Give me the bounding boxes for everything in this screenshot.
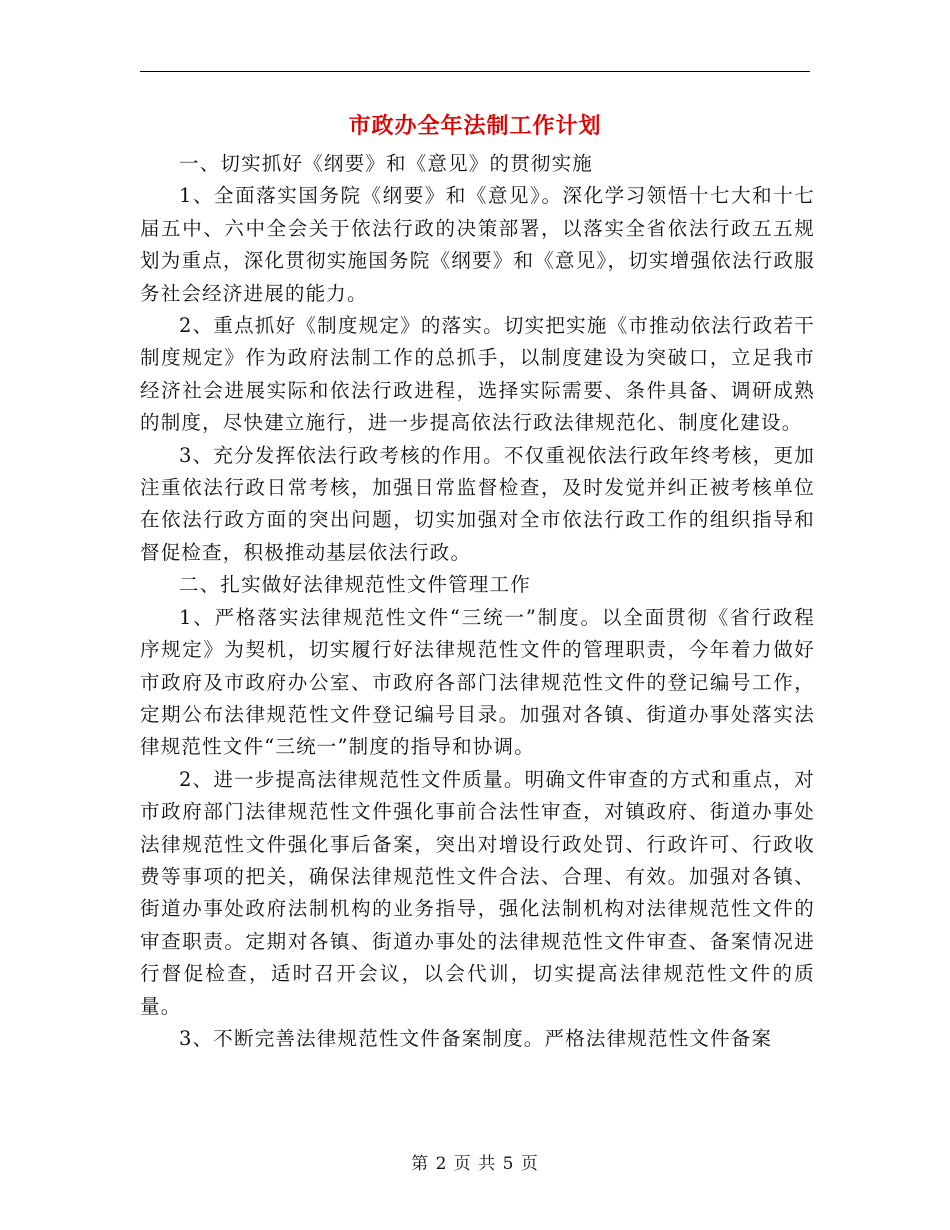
document-body bbox=[140, 148, 815, 1055]
section-heading: 二、扎实做好法律规范性文件管理工作 bbox=[179, 573, 531, 597]
paragraph: 1、全面落实国务院《纲要》和《意见》。深化学习领悟十七大和十七届五中、六中全会关于依法行政的决策部署，以落实全省依法行政五五规划为重点，深化贯彻实施国务院《纲要》和《意见》，切实增强依法行政服务社会经济进展的能力。 bbox=[140, 184, 815, 305]
paragraph: 2、进一步提高法律规范性文件质量。明确文件审查的方式和重点，对市政府部门法律规范性文件强化事前合法性审查，对镇政府、街道办事处法律规范性文件强化事后备案，突出对增设行政处罚、行政许可、行政收费等事项的把关，确保法律规范性文件合法、合理、有效。加强对各镇、街道办事处政府法制机构的业务指导，强化法制机构对法律规范性文件的审查职责。定期对各镇、街道办事处的法律规范性文件审查、备案情况进行督促检查，适时召开会议，以会代训，切实提高法律规范性文件的质量。 bbox=[140, 767, 815, 1018]
page-title: 市政办全年法制工作计划 bbox=[348, 113, 602, 139]
page-number: 第 2 页 共 5 页 bbox=[411, 1154, 539, 1174]
paragraph: 3、充分发挥依法行政考核的作用。不仅重视依法行政年终考核，更加注重依法行政日常考核，加强日常监督检查，及时发觉并纠正被考核单位在依法行政方面的突出问题，切实加强对全市依法行政工作的组织指导和督促检查，积极推动基层依法行政。 bbox=[140, 443, 815, 564]
section-heading: 一、切实抓好《纲要》和《意见》的贯彻实施 bbox=[179, 152, 594, 175]
paragraph: 2、重点抓好《制度规定》的落实。切实把实施《市推动依法行政若干制度规定》作为政府法制工作的总抓手，以制度建设为突破口，立足我市经济社会进展实际和依法行政进程，选择实际需要、条件具备、调研成熟的制度，尽快建立施行，进一步提高依法行政法律规范化、制度化建设。 bbox=[140, 314, 815, 435]
paragraph: 1、严格落实法律规范性文件“三统一”制度。以全面贯彻《省行政程序规定》为契机，切实履行好法律规范性文件的管理职责，今年着力做好市政府及市政府办公室、市政府各部门法律规范性文件的登记编号工作，定期公布法律规范性文件登记编号目录。加强对各镇、街道办事处落实法律规范性文件“三统一”制度的指导和协调。 bbox=[140, 605, 815, 759]
header-rule bbox=[140, 71, 810, 72]
paragraph: 3、不断完善法律规范性文件备案制度。严格法律规范性文件备案 bbox=[179, 1026, 773, 1050]
